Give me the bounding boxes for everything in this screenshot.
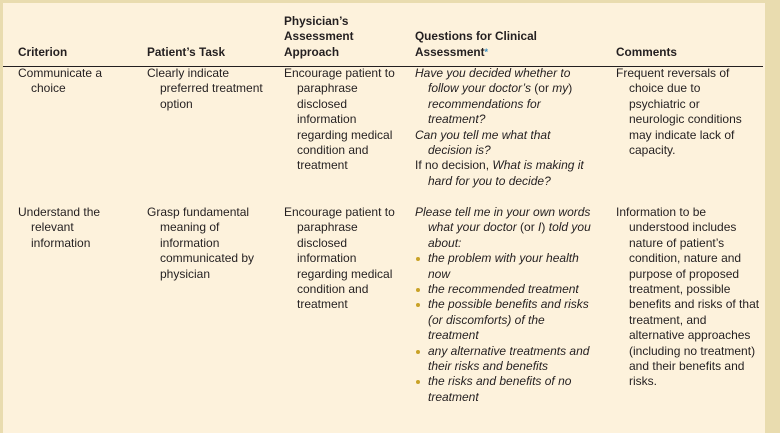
bullet-icon [416, 350, 420, 354]
questions-cell [415, 205, 595, 405]
header-patient-task: Patient’s Task [147, 44, 226, 59]
bullet-icon [416, 288, 420, 292]
question: Have you decided whether to follow your doctor’s (or my) recommendations for treatment? [415, 66, 573, 127]
task-cell: Clearly indicate preferred treatment option [147, 66, 263, 111]
header-questions [415, 29, 575, 60]
question: Can you tell me what that decision is? [415, 127, 551, 158]
header-assessment-approach: Physician’s Assessment Approach [284, 13, 354, 59]
questions-cell [415, 66, 595, 189]
comments-cell: Frequent reversals of choice due to psychiatric or neurologic conditions may indicate lack of capacity. [616, 66, 742, 158]
approach-cell: Encourage patient to paraphrase disclosed information regarding medical condition and treatment [284, 205, 395, 312]
task-cell: Grasp fundamental meaning of information communicated by physician [147, 205, 255, 281]
header-criterion: Criterion [18, 44, 68, 59]
table-header [3, 13, 763, 67]
bullet-item: the problem with your health now [415, 251, 595, 282]
bullet-icon [416, 257, 420, 261]
bullet-icon [416, 380, 420, 384]
approach-cell: Encourage patient to paraphrase disclosed information regarding medical condition and treatment [284, 66, 395, 173]
header-questions-label: Questions for Clinical Assessment [415, 29, 537, 59]
bullet-item: the risks and benefits of no treatment [415, 374, 595, 405]
footnote-mark: * [484, 46, 489, 57]
criterion-cell: Understand the relevant information [18, 205, 101, 250]
assessment-table [3, 3, 765, 433]
comments-cell: Information to be understood includes nature of patient’s condition, nature and purpose of proposed treatment, possible benefits and risks of that treatment, and alternative approaches (including no treatment) and their benefits and risks. [616, 205, 760, 389]
header-comments: Comments [616, 44, 677, 59]
bullet-item: the recommended treatment [415, 282, 595, 297]
bullet-item: any alternative treatments and their risks and benefits [415, 344, 595, 375]
bullet-icon [416, 303, 420, 307]
bullet-item: the possible benefits and risks (or discomforts) of the treatment [415, 297, 595, 343]
question: Please tell me in your own words what your doctor (or I) told you about: [415, 205, 591, 250]
question-bullets [415, 251, 595, 405]
criterion-cell: Communicate a choice [18, 66, 103, 96]
question: If no decision, What is making it hard for you to decide? [415, 158, 584, 188]
